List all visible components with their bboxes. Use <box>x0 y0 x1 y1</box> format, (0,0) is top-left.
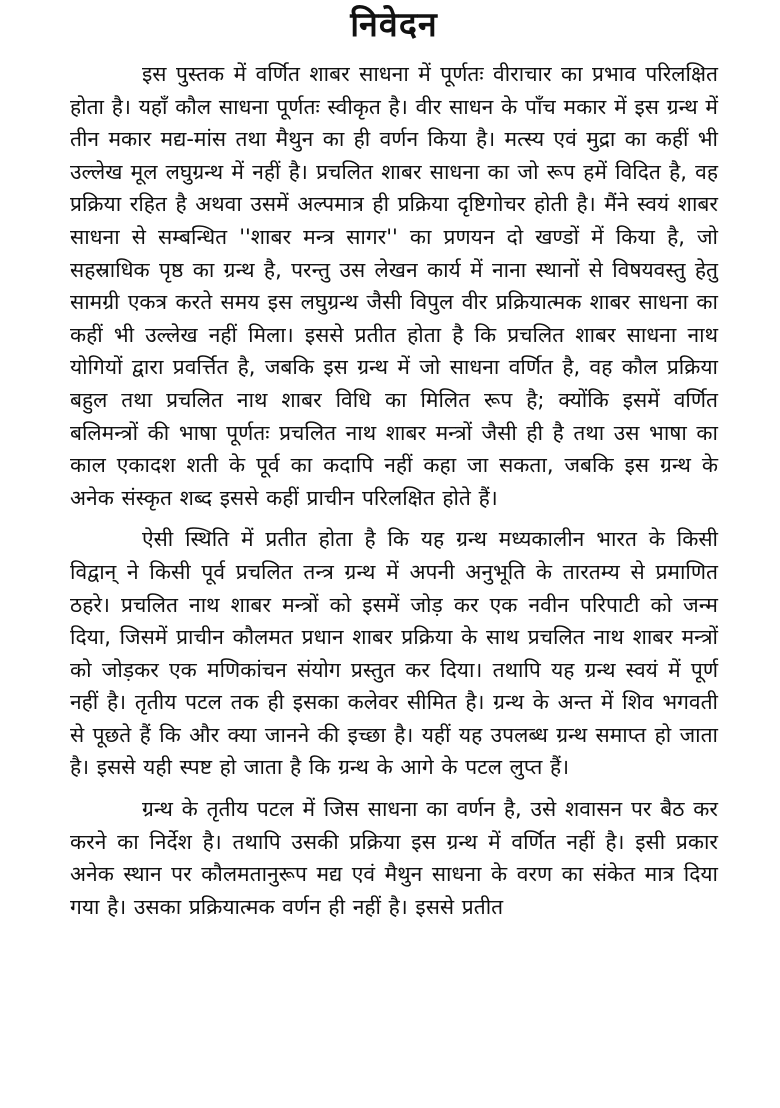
paragraph-2: ऐसी स्थिति में प्रतीत होता है कि यह ग्रन्थ मध्यकालीन भारत के किसी विद्वान् ने किसी पूर्व प्रचलित तन्त्र ग्रन्थ में अपनी अनुभूति के तारतम्य से प्रमाणित ठहरे। प्रचलित नाथ शाबर मन्त्रों को इसमें जोड़ कर एक नवीन परिपाटी को जन्म दिया, जिसमें प्राचीन कौलमत प्रधान शाबर प्रक्रिया के साथ प्रचलित नाथ शाबर मन्त्रों को जोड़कर एक मणिकांचन संयोग प्रस्तुत कर दिया। तथापि यह ग्रन्थ स्वयं में पूर्ण नहीं है। तृतीय पटल तक ही इसका कलेवर सीमित है। ग्रन्थ के अन्त में शिव भगवती से पूछते हैं कि और क्या जानने की इच्छा है। यहीं यह उपलब्ध ग्रन्थ समाप्त हो जाता है। इससे यही स्पष्ट हो जाता है कि ग्रन्थ के आगे के पटल लुप्त हैं। <box>70 527 718 780</box>
paragraph-3: ग्रन्थ के तृतीय पटल में जिस साधना का वर्णन है, उसे शवासन पर बैठ कर करने का निर्देश है। तथापि उसकी प्रक्रिया इस ग्रन्थ में वर्णित नहीं है। इसी प्रकार अनेक स्थान पर कौलमतानुरूप मद्य एवं मैथुन साधना के वरण का संकेत मात्र दिया गया है। उसका प्रक्रियात्मक वर्णन ही नहीं है। इससे प्रतीत <box>70 797 718 919</box>
paragraph-1: इस पुस्तक में वर्णित शाबर साधना में पूर्णतः वीराचार का प्रभाव परिलक्षित होता है। यहाँ कौल साधना पूर्णतः स्वीकृत है। वीर साधन के पाँच मकार में इस ग्रन्थ में तीन मकार मद्य-मांस तथा मैथुन का ही वर्णन किया है। मत्स्य एवं मुद्रा का कहीं भी उल्लेख मूल लघुग्रन्थ में नहीं है। प्रचलित शाबर साधना का जो रूप हमें विदित है, वह प्रक्रिया रहित है अथवा उसमें अल्पमात्र ही प्रक्रिया दृष्टिगोचर होती है। मैंने स्वयं शाबर साधना से सम्बन्धित ''शाबर मन्त्र सागर'' का प्रणयन दो खण्डों में किया है, जो सहस्राधिक पृष्ठ का ग्रन्थ है, परन्तु उस लेखन कार्य में नाना स्थानों से विषयवस्तु हेतु सामग्री एकत्र करते समय इस लघुग्रन्थ जैसी विपुल वीर प्रक्रियात्मक शाबर साधना का कहीं भी उल्लेख नहीं मिला। इससे प्रतीत होता है कि प्रचलित शाबर साधना नाथ योगियों द्वारा प्रवर्त्तित है, जबकि इस ग्रन्थ में जो साधना वर्णित है, वह कौल प्रक्रिया बहुल तथा प्रचलित नाथ शाबर विधि का मिलित रूप है; क्योंकि इसमें वर्णित बलिमन्त्रों की भाषा पूर्णतः प्रचलित नाथ शाबर मन्त्रों जैसी ही है तथा उस भाषा का काल एकादश शती के पूर्व का कदापि नहीं कहा जा सकता, जबकि इस ग्रन्थ के अनेक संस्कृत शब्द इससे कहीं प्राचीन परिलक्षित होते हैं। <box>70 62 718 510</box>
page-title: निवेदन <box>350 5 438 45</box>
